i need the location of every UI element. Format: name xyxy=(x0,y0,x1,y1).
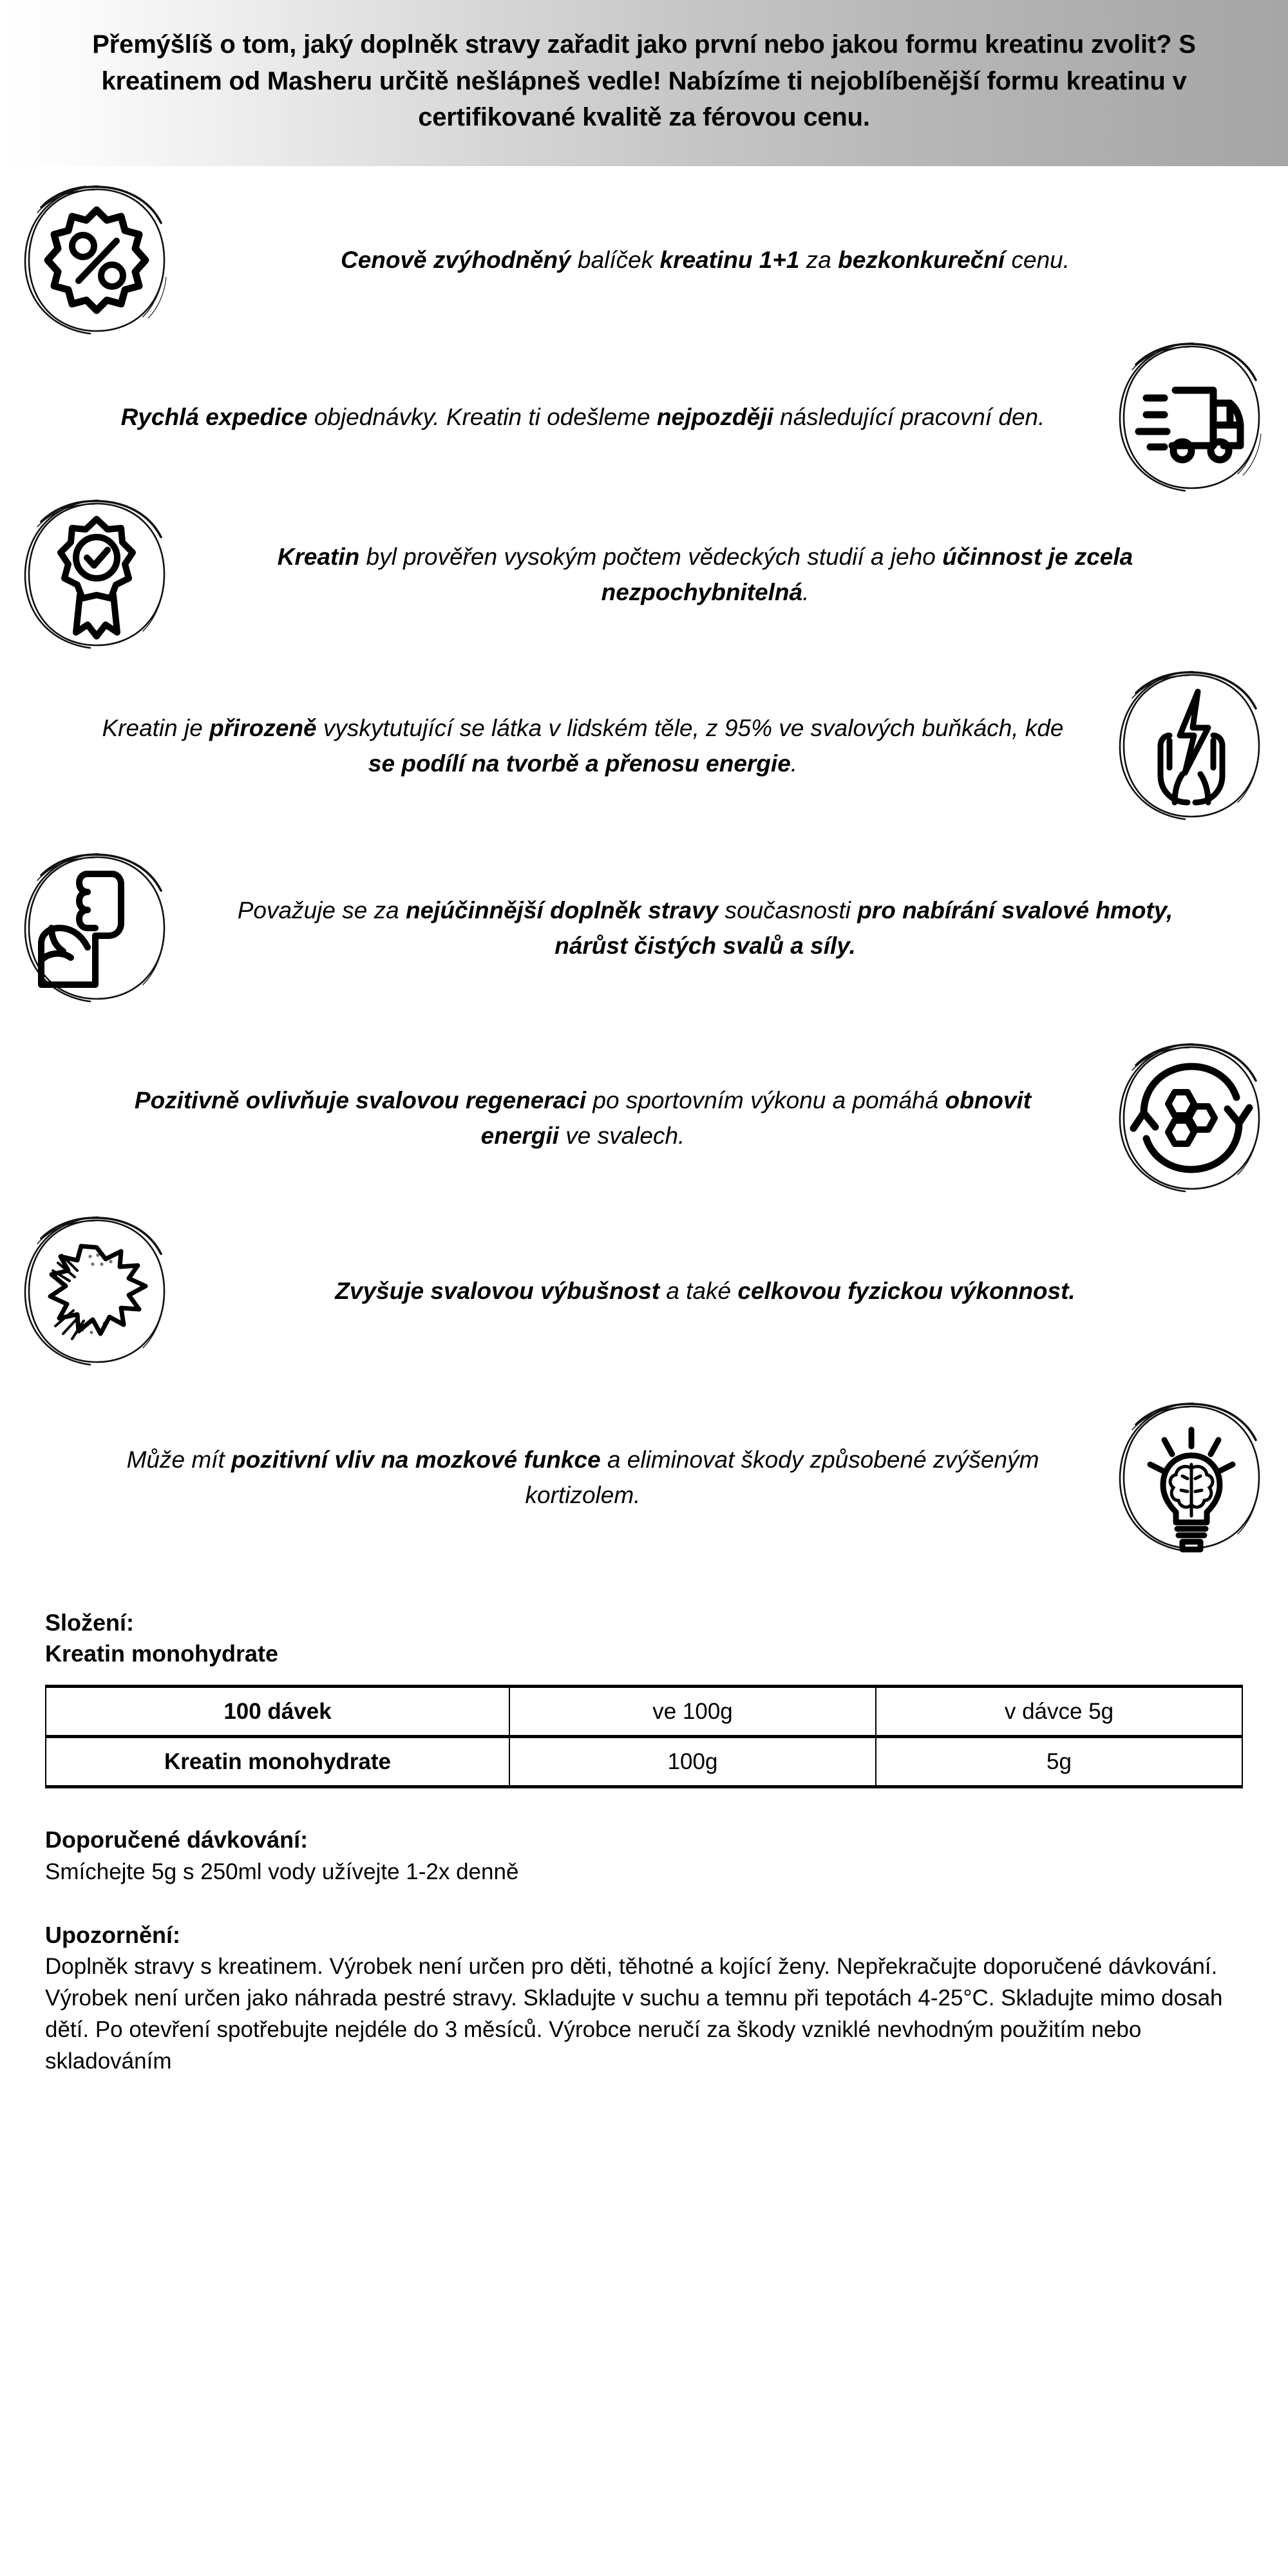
icon-slot xyxy=(1095,1037,1288,1199)
table-cell: 5g xyxy=(876,1737,1242,1787)
table-cell: Kreatin monohydrate xyxy=(46,1737,509,1787)
feature-text xyxy=(193,539,1288,611)
feature-row xyxy=(0,1396,1288,1558)
icon-slot xyxy=(1095,1396,1288,1558)
product-info-section xyxy=(0,1607,1288,2077)
icon-slot xyxy=(0,1210,193,1372)
feature-row xyxy=(0,1028,1288,1208)
text-part: Kreatin byl prověřen vysokým počtem vědeckých studií a jeho účinnost je zcela nezpochybnitelná. xyxy=(277,543,1133,605)
table-header-cell: ve 100g xyxy=(509,1687,876,1737)
header-banner xyxy=(0,0,1288,166)
table-header-cell: 100 dávek xyxy=(46,1687,509,1737)
text-part: Pozitivně ovlivňuje svalovou regeneraci po sportovním výkonu a pomáhá obnovit energii ve svalech. xyxy=(134,1086,1032,1149)
feature-list xyxy=(0,166,1288,1558)
dosage-text: Smíchejte 5g s 250ml vody užívejte 1-2x denně xyxy=(45,1859,519,1884)
spacer xyxy=(45,1888,1243,1920)
feature-text xyxy=(0,1442,1095,1513)
feature-text xyxy=(0,399,1095,435)
composition-heading: Složení: xyxy=(45,1609,135,1636)
explosion-burst-icon xyxy=(15,1210,178,1372)
feature-row xyxy=(0,185,1288,335)
text-part: Cenově zvýhodněný balíček kreatinu 1+1 za bezkonkureční cenu. xyxy=(340,247,1070,274)
feature-row xyxy=(0,1215,1288,1368)
table-header-cell: v dávce 5g xyxy=(876,1687,1242,1737)
icon-slot xyxy=(0,179,193,341)
regeneration-molecule-icon xyxy=(1110,1037,1273,1199)
warning-text: Doplněk stravy s kreatinem. Výrobek není určen pro děti, těhotné a kojící ženy. Nepřekračujte doporučené dávkování. Výrobek není určen jako náhrada pestré stravy. Skladujte v suchu a temnu při tepotách 4-25°C. Skladujte mimo dosah dětí. Po otevření spotřebujte nejdéle do 3 měsíců. Výrobce neručí za škody vzniklé nevhodným použitím nebo skladováním xyxy=(45,1953,1223,2074)
feature-text xyxy=(193,893,1288,964)
table-row xyxy=(46,1737,1242,1787)
table-cell: 100g xyxy=(509,1737,876,1787)
text-part: Rychlá expedice objednávky. Kreatin ti odešleme nejpozději následující pracovní den. xyxy=(120,404,1045,431)
feature-row xyxy=(0,656,1288,836)
text-part: Zvyšuje svalovou výbušnost a také celkovou fyzickou výkonnost. xyxy=(335,1278,1075,1305)
text-part: Považuje se za nejúčinnější doplněk stravy současnosti pro nabírání svalové hmoty, nárůst čistých svalů a síly. xyxy=(237,896,1173,959)
feature-row xyxy=(0,838,1288,1018)
percent-badge-icon xyxy=(15,179,178,341)
energy-hands-icon xyxy=(1110,665,1273,827)
dosage-heading: Doporučené dávkování: xyxy=(45,1826,308,1853)
brain-lightbulb-icon xyxy=(1110,1396,1273,1558)
feature-row xyxy=(0,344,1288,491)
banner-headline: Přemýšlíš o tom, jaký doplněk stravy zařadit jako první nebo jakou formu kreatinu zvolit? S kreatinem od Masheru určitě nešlápneš vedle! Nabízíme ti nejoblíbenější formu kreatinu v certifikované kvalitě za férovou cenu. xyxy=(92,30,1196,132)
flexed-bicep-icon xyxy=(15,847,178,1009)
feature-row xyxy=(0,498,1288,650)
warning-heading: Upozornění: xyxy=(45,1921,180,1948)
delivery-truck-icon xyxy=(1110,336,1273,498)
icon-slot xyxy=(0,493,193,656)
icon-slot xyxy=(0,847,193,1009)
award-check-icon xyxy=(15,493,178,656)
feature-text xyxy=(193,242,1288,278)
table-header-row xyxy=(46,1687,1242,1737)
composition-table xyxy=(45,1685,1243,1788)
icon-slot xyxy=(1095,336,1288,498)
feature-text xyxy=(193,1273,1288,1309)
text-part: Může mít pozitivní vliv na mozkové funkce a eliminovat škody způsobené zvýšeným kortizolem. xyxy=(126,1446,1039,1508)
icon-slot xyxy=(1095,665,1288,827)
feature-text xyxy=(0,1083,1095,1154)
text-part: Kreatin je přirozeně vyskytutující se látka v lidském těle, z 95% ve svalových buňkách, kde se podílí na tvorbě a přenosu energie. xyxy=(102,714,1064,777)
spacer xyxy=(45,1788,1243,1824)
feature-text xyxy=(0,710,1095,782)
composition-ingredient-name: Kreatin monohydrate xyxy=(45,1640,279,1667)
